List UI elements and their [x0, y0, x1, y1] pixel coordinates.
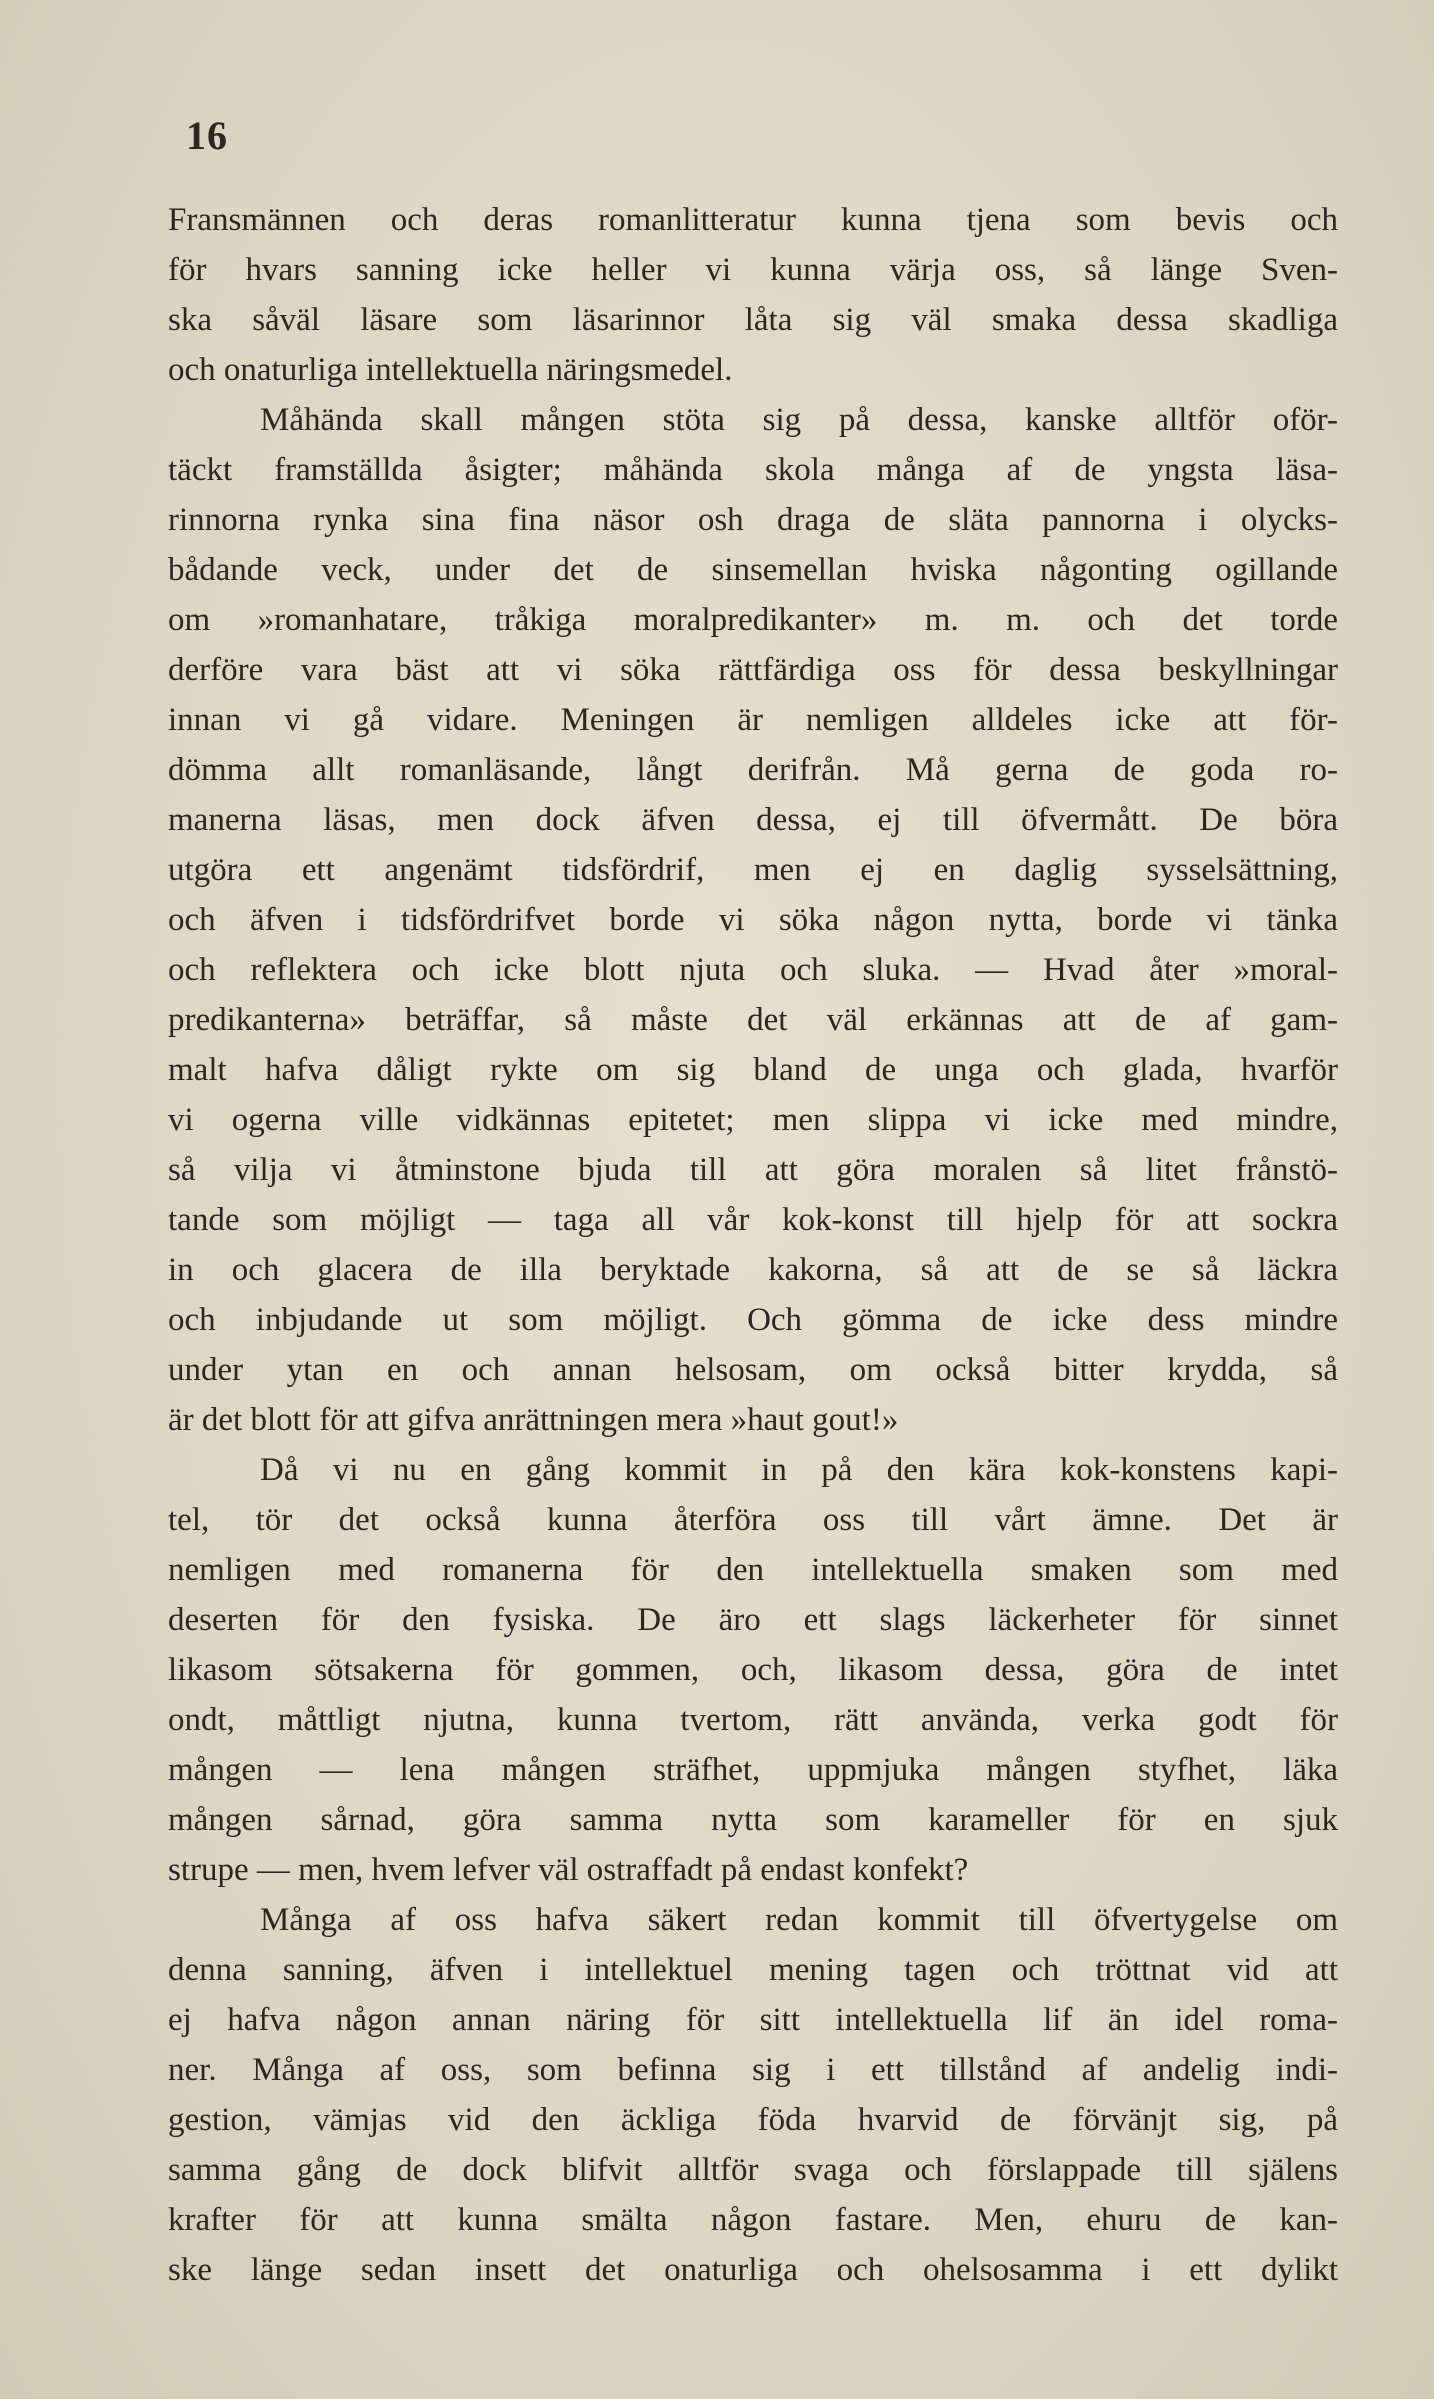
text-line: täckt framställda åsigter; måhända skola många af de yngsta läsa- — [168, 452, 1338, 488]
text-line: Många af oss hafva säkert redan kommit till öfvertygelse om — [260, 1902, 1338, 1938]
text-line: krafter för att kunna smälta någon fastare. Men, ehuru de kan- — [168, 2202, 1338, 2238]
text-line: tande som möjligt — taga all vår kok-konst till hjelp för att sockra — [168, 1202, 1338, 1238]
text-line: dömma allt romanläsande, långt derifrån. Må gerna de goda ro- — [168, 752, 1338, 788]
text-line: utgöra ett angenämt tidsfördrif, men ej en daglig sysselsättning, — [168, 852, 1338, 888]
text-line: Måhända skall mången stöta sig på dessa, kanske alltför oför- — [260, 402, 1338, 438]
text-line: deserten för den fysiska. De äro ett slags läckerheter för sinnet — [168, 1602, 1338, 1638]
text-line: bådande veck, under det de sinsemellan hviska någonting ogillande — [168, 552, 1338, 588]
text-line: vi ogerna ville vidkännas epitetet; men slippa vi icke med mindre, — [168, 1102, 1338, 1138]
text-line: denna sanning, äfven i intellektuel mening tagen och tröttnat vid att — [168, 1952, 1338, 1988]
text-line: för hvars sanning icke heller vi kunna värja oss, så länge Sven- — [168, 252, 1338, 288]
page-number: 16 — [186, 113, 228, 158]
text-line: tel, tör det också kunna återföra oss till vårt ämne. Det är — [168, 1502, 1338, 1538]
text-line: derföre vara bäst att vi söka rättfärdiga oss för dessa beskyllningar — [168, 652, 1338, 688]
text-line: under ytan en och annan helsosam, om också bitter krydda, så — [168, 1352, 1338, 1388]
text-line: gestion, vämjas vid den äckliga föda hvarvid de förvänjt sig, på — [168, 2102, 1338, 2138]
text-line: predikanterna» beträffar, så måste det väl erkännas att de af gam- — [168, 1002, 1338, 1038]
text-line: Då vi nu en gång kommit in på den kära kok-konstens kapi- — [260, 1452, 1338, 1488]
text-line: mången sårnad, göra samma nytta som karameller för en sjuk — [168, 1802, 1338, 1838]
text-line: och onaturliga intellektuella näringsmedel. — [168, 352, 733, 388]
text-line: malt hafva dåligt rykte om sig bland de unga och glada, hvarför — [168, 1052, 1338, 1088]
text-line: likasom sötsakerna för gommen, och, likasom dessa, göra de intet — [168, 1652, 1338, 1688]
text-line: samma gång de dock blifvit alltför svaga och förslappade till själens — [168, 2152, 1338, 2188]
text-line: ske länge sedan insett det onaturliga och ohelsosamma i ett dylikt — [168, 2252, 1338, 2288]
text-line: mången — lena mången sträfhet, uppmjuka mången styfhet, läka — [168, 1752, 1338, 1788]
text-line: innan vi gå vidare. Meningen är nemligen alldeles icke att för- — [168, 702, 1338, 738]
body-text — [168, 195, 1338, 2295]
text-line: Fransmännen och deras romanlitteratur kunna tjena som bevis och — [168, 202, 1338, 238]
text-line: ner. Många af oss, som befinna sig i ett tillstånd af andelig indi- — [168, 2052, 1338, 2088]
text-line: så vilja vi åtminstone bjuda till att göra moralen så litet frånstö- — [168, 1152, 1338, 1188]
text-line: rinnorna rynka sina fina näsor osh draga de släta pannorna i olycks- — [168, 502, 1338, 538]
text-line: strupe — men, hvem lefver väl ostraffadt på endast konfekt? — [168, 1852, 969, 1888]
text-line: ondt, måttligt njutna, kunna tvertom, rätt använda, verka godt för — [168, 1702, 1338, 1738]
text-line: nemligen med romanerna för den intellektuella smaken som med — [168, 1552, 1338, 1588]
text-line: ej hafva någon annan näring för sitt intellektuella lif än idel roma- — [168, 2002, 1338, 2038]
text-line: är det blott för att gifva anrättningen mera »haut gout!» — [168, 1402, 899, 1438]
text-line: och inbjudande ut som möjligt. Och gömma de icke dess mindre — [168, 1302, 1338, 1338]
text-line: manerna läsas, men dock äfven dessa, ej till öfvermått. De böra — [168, 802, 1338, 838]
text-line: och reflektera och icke blott njuta och sluka. — Hvad åter »moral- — [168, 952, 1338, 988]
text-line: ska såväl läsare som läsarinnor låta sig väl smaka dessa skadliga — [168, 302, 1338, 338]
text-line: om »romanhatare, tråkiga moralpredikanter» m. m. och det torde — [168, 602, 1338, 638]
text-line: in och glacera de illa beryktade kakorna, så att de se så läckra — [168, 1252, 1338, 1288]
text-line: och äfven i tidsfördrifvet borde vi söka någon nytta, borde vi tänka — [168, 902, 1338, 938]
